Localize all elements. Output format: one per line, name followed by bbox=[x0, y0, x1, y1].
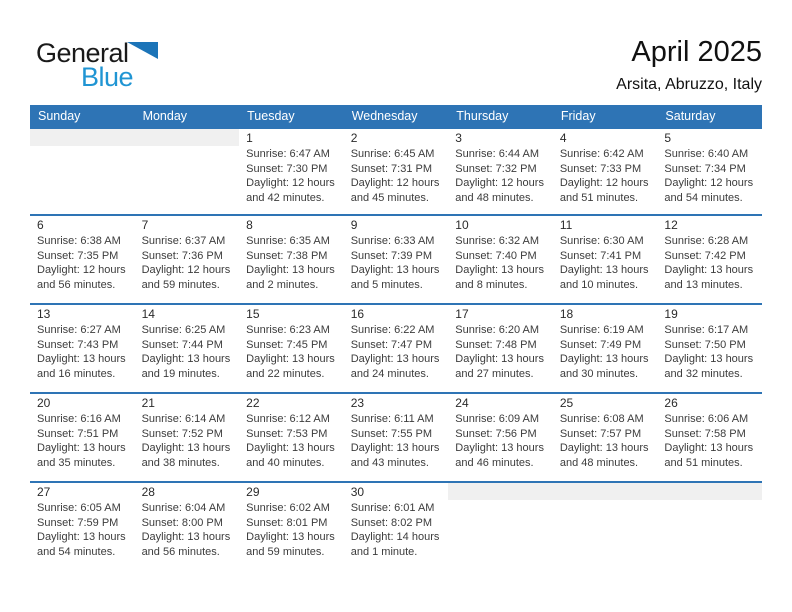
sunset-text: Sunset: 7:50 PM bbox=[664, 338, 746, 351]
day-number: 2 bbox=[350, 131, 358, 145]
title-block bbox=[616, 36, 762, 94]
sunrise-text: Sunrise: 6:16 AM bbox=[37, 413, 121, 425]
weekday-header-row bbox=[30, 105, 762, 127]
sunset-text: Sunset: 7:33 PM bbox=[559, 162, 642, 175]
daylight-text: Daylight: 13 hours and 27 minutes. bbox=[455, 353, 544, 380]
day-number: 8 bbox=[246, 218, 253, 232]
daylight-text: Daylight: 13 hours and 43 minutes. bbox=[350, 442, 440, 469]
daylight-text: Daylight: 12 hours and 59 minutes. bbox=[141, 264, 231, 291]
sunset-text: Sunset: 7:41 PM bbox=[559, 249, 642, 262]
sunset-text: Sunset: 7:49 PM bbox=[559, 338, 642, 351]
day-cell bbox=[344, 394, 449, 481]
daylight-text: Daylight: 13 hours and 38 minutes. bbox=[141, 442, 231, 469]
day-cell bbox=[239, 216, 344, 303]
day-cell bbox=[135, 305, 240, 392]
day-number: 10 bbox=[455, 218, 469, 232]
day-number: 14 bbox=[141, 307, 155, 321]
daylight-text: Daylight: 13 hours and 59 minutes. bbox=[246, 531, 335, 558]
sunrise-text: Sunrise: 6:33 AM bbox=[350, 235, 435, 247]
page-title: April 2025 bbox=[631, 36, 762, 68]
day-number: 24 bbox=[455, 396, 469, 410]
calendar-grid bbox=[30, 127, 762, 570]
sunset-text: Sunset: 7:40 PM bbox=[455, 249, 537, 262]
daylight-text: Daylight: 12 hours and 42 minutes. bbox=[246, 177, 335, 204]
sunset-text: Sunset: 7:52 PM bbox=[141, 427, 223, 440]
weekday-header-tuesday: Tuesday bbox=[247, 109, 295, 123]
day-cell bbox=[344, 216, 449, 303]
day-number: 21 bbox=[141, 396, 155, 410]
sunrise-text: Sunrise: 6:27 AM bbox=[37, 324, 121, 336]
day-number: 16 bbox=[350, 307, 365, 321]
daylight-text: Daylight: 13 hours and 22 minutes. bbox=[246, 353, 335, 380]
day-cell bbox=[239, 483, 344, 570]
day-cell bbox=[344, 305, 449, 392]
daylight-text: Daylight: 12 hours and 48 minutes. bbox=[455, 177, 544, 204]
daylight-text: Daylight: 13 hours and 40 minutes. bbox=[246, 442, 335, 469]
day-cell bbox=[553, 305, 658, 392]
day-cell bbox=[448, 129, 553, 214]
sunrise-text: Sunrise: 6:23 AM bbox=[246, 324, 330, 336]
daylight-text: Daylight: 13 hours and 13 minutes. bbox=[664, 264, 754, 291]
sunrise-text: Sunrise: 6:44 AM bbox=[455, 148, 540, 160]
sunrise-text: Sunrise: 6:32 AM bbox=[455, 235, 540, 247]
day-cell bbox=[553, 216, 658, 303]
general-blue-logo bbox=[36, 38, 136, 92]
week-row bbox=[30, 127, 762, 214]
day-number: 7 bbox=[141, 218, 149, 232]
week-row bbox=[30, 392, 762, 481]
day-number: 23 bbox=[350, 396, 365, 410]
day-number: 11 bbox=[559, 218, 573, 232]
day-cell bbox=[30, 216, 135, 303]
sunrise-text: Sunrise: 6:14 AM bbox=[141, 413, 226, 425]
day-cell bbox=[135, 216, 240, 303]
day-number: 9 bbox=[350, 218, 358, 232]
daylight-text: Daylight: 13 hours and 30 minutes. bbox=[559, 353, 649, 380]
daylight-text: Daylight: 13 hours and 56 minutes. bbox=[141, 531, 231, 558]
sunset-text: Sunset: 7:51 PM bbox=[37, 427, 119, 440]
daylight-text: Daylight: 13 hours and 35 minutes. bbox=[37, 442, 126, 469]
daylight-text: Daylight: 12 hours and 51 minutes. bbox=[559, 177, 649, 204]
sunrise-text: Sunrise: 6:01 AM bbox=[350, 502, 435, 514]
daylight-text: Daylight: 13 hours and 24 minutes. bbox=[350, 353, 440, 380]
sunset-text: Sunset: 7:34 PM bbox=[664, 162, 746, 175]
sunrise-text: Sunrise: 6:08 AM bbox=[559, 413, 644, 425]
sunset-text: Sunset: 7:48 PM bbox=[455, 338, 537, 351]
weekday-header-wednesday: Wednesday bbox=[351, 109, 418, 123]
day-cell bbox=[344, 129, 449, 214]
day-number: 13 bbox=[37, 307, 51, 321]
day-cell bbox=[30, 483, 135, 570]
day-cell bbox=[239, 305, 344, 392]
sunrise-text: Sunrise: 6:37 AM bbox=[141, 235, 226, 247]
day-number: 30 bbox=[350, 485, 365, 499]
sunset-text: Sunset: 7:42 PM bbox=[664, 249, 746, 262]
sunset-text: Sunset: 7:47 PM bbox=[350, 338, 433, 351]
day-cell bbox=[657, 216, 762, 303]
sunrise-text: Sunrise: 6:28 AM bbox=[664, 235, 749, 247]
daylight-text: Daylight: 13 hours and 51 minutes. bbox=[664, 442, 754, 469]
sunset-text: Sunset: 8:02 PM bbox=[350, 516, 433, 529]
weekday-header-saturday: Saturday bbox=[665, 109, 716, 123]
weekday-header-thursday: Thursday bbox=[456, 109, 509, 123]
weekday-header-sunday: Sunday bbox=[38, 109, 81, 123]
sunset-text: Sunset: 7:45 PM bbox=[246, 338, 328, 351]
location-subtitle: Arsita, Abruzzo, Italy bbox=[616, 76, 762, 93]
day-number: 3 bbox=[455, 131, 462, 145]
day-cell bbox=[239, 394, 344, 481]
day-cell bbox=[553, 129, 658, 214]
daylight-text: Daylight: 12 hours and 56 minutes. bbox=[37, 264, 126, 291]
week-row bbox=[30, 303, 762, 392]
daylight-text: Daylight: 13 hours and 54 minutes. bbox=[37, 531, 126, 558]
sunrise-text: Sunrise: 6:11 AM bbox=[350, 413, 434, 425]
day-number: 28 bbox=[141, 485, 155, 499]
day-number: 22 bbox=[246, 396, 260, 410]
weekday-header-monday: Monday bbox=[142, 109, 188, 123]
day-number: 29 bbox=[246, 485, 260, 499]
sunrise-text: Sunrise: 6:35 AM bbox=[246, 235, 330, 247]
day-number: 25 bbox=[559, 396, 574, 410]
daylight-text: Daylight: 12 hours and 54 minutes. bbox=[664, 177, 754, 204]
sunset-text: Sunset: 7:38 PM bbox=[246, 249, 328, 262]
day-number: 17 bbox=[455, 307, 469, 321]
day-cell bbox=[30, 305, 135, 392]
daylight-text: Daylight: 13 hours and 8 minutes. bbox=[455, 264, 544, 291]
day-number: 4 bbox=[559, 131, 567, 145]
sunrise-text: Sunrise: 6:19 AM bbox=[559, 324, 644, 336]
daylight-text: Daylight: 13 hours and 2 minutes. bbox=[246, 264, 335, 291]
day-number: 6 bbox=[37, 218, 44, 232]
empty-day-cell bbox=[30, 129, 135, 214]
sunset-text: Sunset: 7:43 PM bbox=[37, 338, 119, 351]
day-number: 15 bbox=[246, 307, 260, 321]
day-cell bbox=[657, 394, 762, 481]
sunrise-text: Sunrise: 6:47 AM bbox=[246, 148, 330, 160]
sunrise-text: Sunrise: 6:45 AM bbox=[350, 148, 435, 160]
sunrise-text: Sunrise: 6:38 AM bbox=[37, 235, 121, 247]
day-number: 26 bbox=[664, 396, 678, 410]
sunrise-text: Sunrise: 6:22 AM bbox=[350, 324, 435, 336]
week-row bbox=[30, 481, 762, 570]
sunrise-text: Sunrise: 6:30 AM bbox=[559, 235, 644, 247]
day-cell bbox=[657, 129, 762, 214]
sunset-text: Sunset: 7:39 PM bbox=[350, 249, 433, 262]
logo-triangle-icon bbox=[127, 42, 158, 59]
day-cell bbox=[135, 394, 240, 481]
sunset-text: Sunset: 7:59 PM bbox=[37, 516, 119, 529]
day-number: 18 bbox=[559, 307, 574, 321]
daylight-text: Daylight: 13 hours and 5 minutes. bbox=[350, 264, 440, 291]
sunrise-text: Sunrise: 6:06 AM bbox=[664, 413, 749, 425]
daylight-text: Daylight: 13 hours and 10 minutes. bbox=[559, 264, 649, 291]
sunset-text: Sunset: 7:30 PM bbox=[246, 162, 328, 175]
day-cell bbox=[657, 305, 762, 392]
sunset-text: Sunset: 8:00 PM bbox=[141, 516, 223, 529]
sunrise-text: Sunrise: 6:12 AM bbox=[246, 413, 330, 425]
daylight-text: Daylight: 13 hours and 19 minutes. bbox=[141, 353, 231, 380]
day-cell bbox=[239, 129, 344, 214]
day-number: 19 bbox=[664, 307, 678, 321]
sunset-text: Sunset: 8:01 PM bbox=[246, 516, 328, 529]
daylight-text: Daylight: 13 hours and 16 minutes. bbox=[37, 353, 126, 380]
sunset-text: Sunset: 7:58 PM bbox=[664, 427, 746, 440]
empty-day-cell bbox=[553, 483, 658, 570]
sunrise-text: Sunrise: 6:05 AM bbox=[37, 502, 121, 514]
sunrise-text: Sunrise: 6:02 AM bbox=[246, 502, 330, 514]
day-cell bbox=[30, 394, 135, 481]
logo-text-blue: Blue bbox=[80, 62, 133, 92]
day-cell bbox=[135, 483, 240, 570]
sunset-text: Sunset: 7:36 PM bbox=[141, 249, 223, 262]
sunset-text: Sunset: 7:35 PM bbox=[37, 249, 119, 262]
sunrise-text: Sunrise: 6:42 AM bbox=[559, 148, 644, 160]
day-cell bbox=[448, 394, 553, 481]
daylight-text: Daylight: 13 hours and 46 minutes. bbox=[455, 442, 544, 469]
sunset-text: Sunset: 7:44 PM bbox=[141, 338, 223, 351]
sunrise-text: Sunrise: 6:17 AM bbox=[664, 324, 749, 336]
sunrise-text: Sunrise: 6:40 AM bbox=[664, 148, 749, 160]
sunset-text: Sunset: 7:55 PM bbox=[350, 427, 433, 440]
daylight-text: Daylight: 12 hours and 45 minutes. bbox=[350, 177, 440, 204]
sunset-text: Sunset: 7:31 PM bbox=[350, 162, 433, 175]
empty-day-cell bbox=[135, 129, 240, 214]
day-cell bbox=[448, 216, 553, 303]
week-row bbox=[30, 214, 762, 303]
day-cell bbox=[553, 394, 658, 481]
empty-day-cell bbox=[657, 483, 762, 570]
day-number: 27 bbox=[37, 485, 51, 499]
sunrise-text: Sunrise: 6:09 AM bbox=[455, 413, 540, 425]
daylight-text: Daylight: 14 hours and 1 minute. bbox=[350, 531, 440, 558]
sunset-text: Sunset: 7:53 PM bbox=[246, 427, 328, 440]
sunset-text: Sunset: 7:32 PM bbox=[455, 162, 537, 175]
weekday-header-friday: Friday bbox=[560, 109, 596, 123]
day-number: 20 bbox=[37, 396, 51, 410]
calendar bbox=[30, 105, 762, 570]
daylight-text: Daylight: 13 hours and 48 minutes. bbox=[559, 442, 649, 469]
day-number: 12 bbox=[664, 218, 678, 232]
sunrise-text: Sunrise: 6:20 AM bbox=[455, 324, 540, 336]
sunset-text: Sunset: 7:56 PM bbox=[455, 427, 537, 440]
empty-day-cell bbox=[448, 483, 553, 570]
day-cell bbox=[344, 483, 449, 570]
sunrise-text: Sunrise: 6:25 AM bbox=[141, 324, 226, 336]
logo-text-general: General bbox=[36, 38, 129, 68]
day-number: 5 bbox=[664, 131, 672, 145]
sunset-text: Sunset: 7:57 PM bbox=[559, 427, 642, 440]
day-cell bbox=[448, 305, 553, 392]
day-number: 1 bbox=[246, 131, 253, 145]
sunrise-text: Sunrise: 6:04 AM bbox=[141, 502, 226, 514]
daylight-text: Daylight: 13 hours and 32 minutes. bbox=[664, 353, 754, 380]
